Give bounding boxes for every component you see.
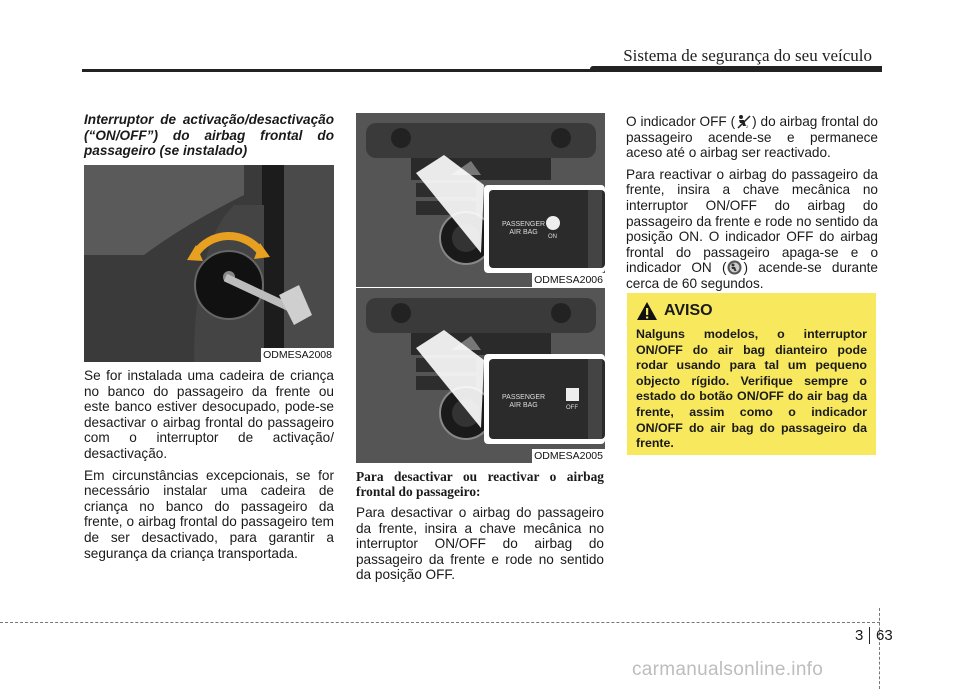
watermark: carmanualsonline.info	[632, 659, 824, 680]
warning-box	[627, 293, 876, 455]
airbag-on-icon	[727, 260, 742, 275]
section-heading: Interruptor de activação/desactivação (“ON/OFF”) do airbag frontal do passageiro (se instalado)	[84, 112, 334, 159]
column-middle	[356, 469, 604, 589]
page-header-title: Sistema de segurança do seu veículo	[623, 46, 872, 65]
airbag-on-indicator-icon	[546, 216, 560, 230]
figure-console-on	[356, 113, 605, 287]
indicator-state: ON	[548, 234, 557, 240]
page-number: 63	[876, 627, 893, 644]
column-left	[84, 112, 334, 165]
chapter-number: 3	[855, 627, 864, 644]
paragraph: O indicador OFF ( 2 ) do airbag frontal do passageiro acende-se e permanece aceso até o airbag ser reactivado.	[626, 114, 878, 161]
panel-label: AIR BAG	[509, 229, 538, 236]
svg-text:2: 2	[746, 124, 749, 129]
paragraph: Em circunstâncias excepcionais, se for necessário instalar uma cadeira de criança no banco do passageiro da frente, o airbag frontal do passageiro tem de ser desactivado, para garantir a segurança da criança transportada.	[84, 467, 334, 561]
page-number-divider	[869, 627, 870, 644]
footer-vertical-rule	[879, 608, 880, 689]
warning-triangle-icon	[636, 301, 658, 321]
warning-title: AVISO	[664, 302, 713, 319]
warning-text: Nalguns modelos, o interruptor ON/OFF do air bag dianteiro pode rodar usando para tal um pequeno objecto rígido. Verifique sempre o estado do botão ON/OFF do air bag da frente, assim como o indicador ON/OFF do air bag do passageiro da frente.	[636, 327, 867, 451]
paragraph: Se for instalada uma cadeira de criança no banco do passageiro da frente ou este banco estiver desocupado, pode-se desactivar o airbag frontal do passageiro com o interruptor de activação/ desactivação.	[84, 368, 334, 461]
column-right	[626, 114, 878, 298]
footer-rule	[0, 622, 880, 623]
airbag-off-icon	[736, 114, 751, 129]
airbag-off-indicator-icon	[566, 388, 579, 401]
figure-label: ODMESA2008	[263, 349, 332, 361]
column-left-text	[84, 368, 334, 567]
figure-label: ODMESA2005	[534, 450, 603, 462]
panel-label: PASSENGER	[502, 221, 546, 228]
header-tab	[590, 66, 882, 72]
figure-label: ODMESA2006	[534, 274, 603, 286]
paragraph: Para reactivar o airbag do passageiro da frente, insira a chave mecânica no interruptor ON/OFF do airbag do passageiro da frente e rode no sentido da posição ON. O indicador OFF do airbag frontal do passageiro apaga-se e o indicador ON ( ) acende-se durante cerca de 60 segundos.	[626, 166, 878, 291]
figure-heading: Para desactivar ou reactivar o airbag frontal do passageiro:	[356, 469, 604, 499]
figure-switch-photo	[84, 165, 334, 362]
figure-console-off	[356, 288, 605, 463]
indicator-state: OFF	[566, 405, 578, 411]
panel-label: AIR BAG	[509, 402, 538, 409]
paragraph: Para desactivar o airbag do passageiro da frente, insira a chave mecânica no interruptor ON/OFF do airbag do passageiro da frente e rode no sentido da posição OFF.	[356, 505, 604, 583]
panel-label: PASSENGER	[502, 394, 546, 401]
